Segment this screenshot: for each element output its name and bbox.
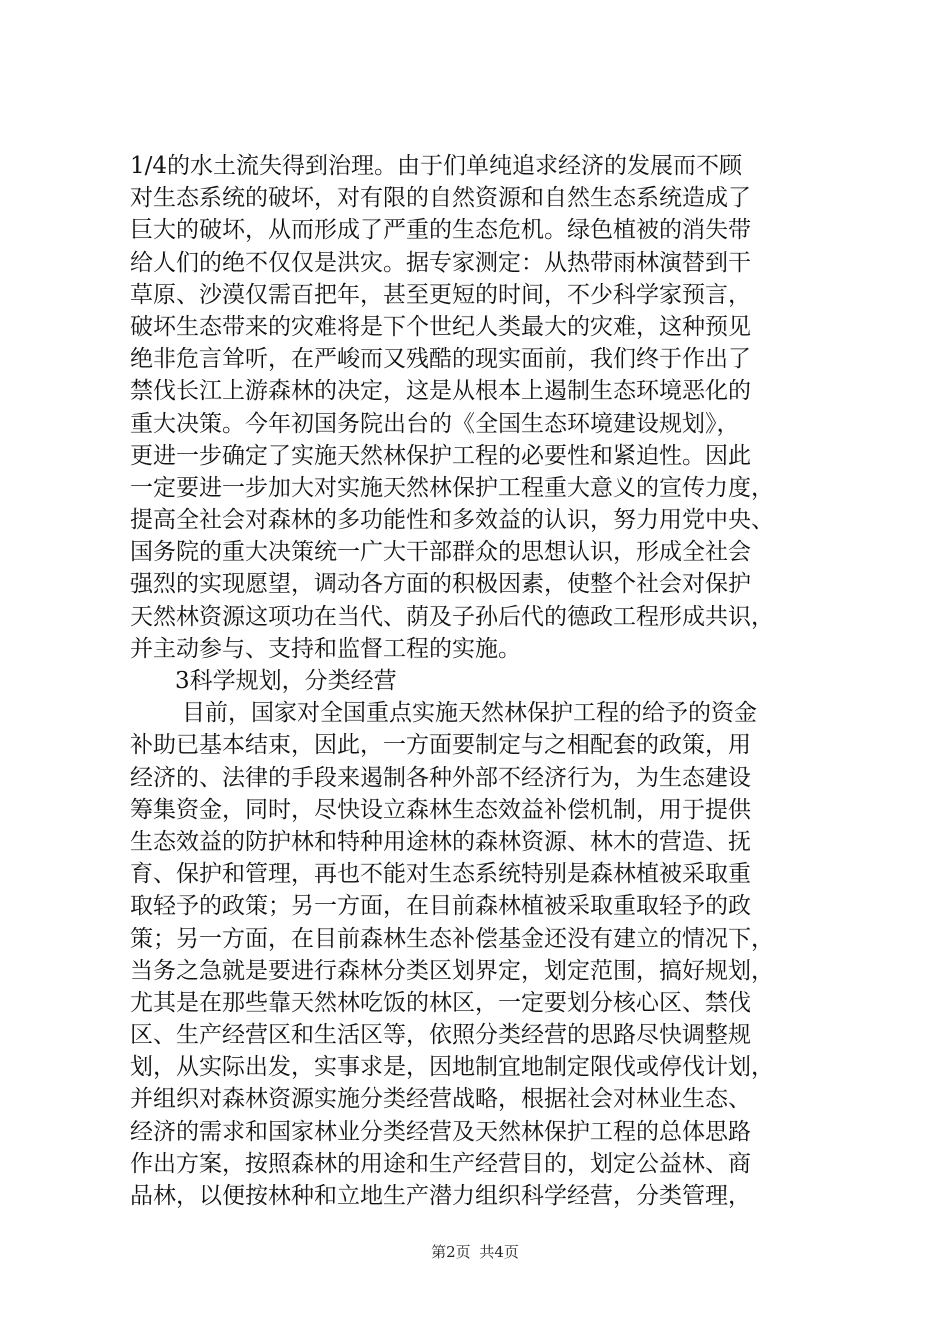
text-line: 天然林资源这项功在当代、荫及子孙后代的德政工程形成共识， [130, 603, 774, 630]
text-line: 并组织对森林资源实施分类经营战略，根据社会对林业生态、 [130, 1086, 751, 1113]
text-line: 作出方案，按照森林的用途和生产经营目的，划定公益林、商 [130, 1150, 751, 1177]
text-line: 国务院的重大决策统一广大干部群众的思想认识，形成全社会 [130, 539, 751, 566]
text-line: 尤其是在那些靠天然林吃饭的林区，一定要划分核心区、禁伐 [130, 989, 751, 1016]
text-line: 生态效益的防护林和特种用途林的森林资源、林木的营造、抚 [130, 828, 751, 855]
text-line: 强烈的实现愿望，调动各方面的积极因素，使整个社会对保护 [130, 571, 751, 598]
page-footer [0, 1242, 950, 1262]
text-line: 草原、沙漠仅需百把年，甚至更短的时间，不少科学家预言， [130, 281, 751, 308]
text-line: 区、生产经营区和生活区等，依照分类经营的思路尽快调整规 [130, 1022, 751, 1049]
section-heading: 3科学规划，分类经营 [175, 668, 397, 694]
text-line: 破坏生态带来的灾难将是下个世纪人类最大的灾难，这种预见 [130, 313, 751, 340]
text-line: 重大决策。今年初国务院出台的《全国生态环境建设规划》， [130, 410, 740, 437]
page-total: 共4页 [479, 1243, 519, 1261]
text-line: 策；另一方面，在目前森林生态补偿基金还没有建立的情况下， [130, 925, 774, 952]
text-line: 绝非危言耸听，在严峻而又残酷的现实面前，我们终于作出了 [130, 346, 751, 373]
text-line: 并主动参与、支持和监督工程的实施。 [130, 635, 521, 662]
text-line: 给人们的绝不仅仅是洪灾。据专家测定：从热带雨林演替到干 [130, 249, 751, 276]
text-line: 目前，国家对全国重点实施天然林保护工程的给予的资金 [182, 700, 757, 727]
text-line: 更进一步确定了实施天然林保护工程的必要性和紧迫性。因此 [130, 442, 751, 469]
text-line: 经济的需求和国家林业分类经营及天然林保护工程的总体思路 [130, 1118, 751, 1145]
text-line: 经济的、法律的手段来遏制各种外部不经济行为，为生态建设 [130, 764, 751, 791]
text-line: 筹集资金，同时，尽快设立森林生态效益补偿机制，用于提供 [130, 796, 751, 823]
page-number: 第2页 [431, 1243, 471, 1261]
text-line: 一定要进一步加大对实施天然林保护工程重大意义的宣传力度， [130, 474, 774, 501]
text-line: 提高全社会对森林的多功能性和多效益的认识，努力用党中央、 [130, 507, 774, 534]
text-line: 品林，以便按林种和立地生产潜力组织科学经营，分类管理， [130, 1183, 751, 1209]
document-body [130, 150, 850, 1212]
text-line: 禁伐长江上游森林的决定，这是从根本上遏制生态环境恶化的 [130, 378, 751, 405]
text-line: 取轻予的政策；另一方面，在目前森林植被采取重取轻予的政 [130, 893, 751, 920]
text-line: 巨大的破坏，从而形成了严重的生态危机。绿色植被的消失带 [130, 217, 751, 244]
text-line: 划，从实际出发，实事求是，因地制宜地制定限伐或停伐计划， [130, 1054, 774, 1081]
text-line: 对生态系统的破坏，对有限的自然资源和自然生态系统造成了 [130, 185, 751, 212]
text-line: 当务之急就是要进行森林分类区划界定，划定范围，搞好规划， [130, 957, 774, 984]
text-line: 1/4的水土流失得到治理。由于们单纯追求经济的发展而不顾 [130, 153, 743, 179]
text-line: 补助已基本结束，因此，一方面要制定与之相配套的政策，用 [130, 732, 751, 759]
text-line: 育、保护和管理，再也不能对生态系统特别是森林植被采取重 [130, 861, 751, 888]
